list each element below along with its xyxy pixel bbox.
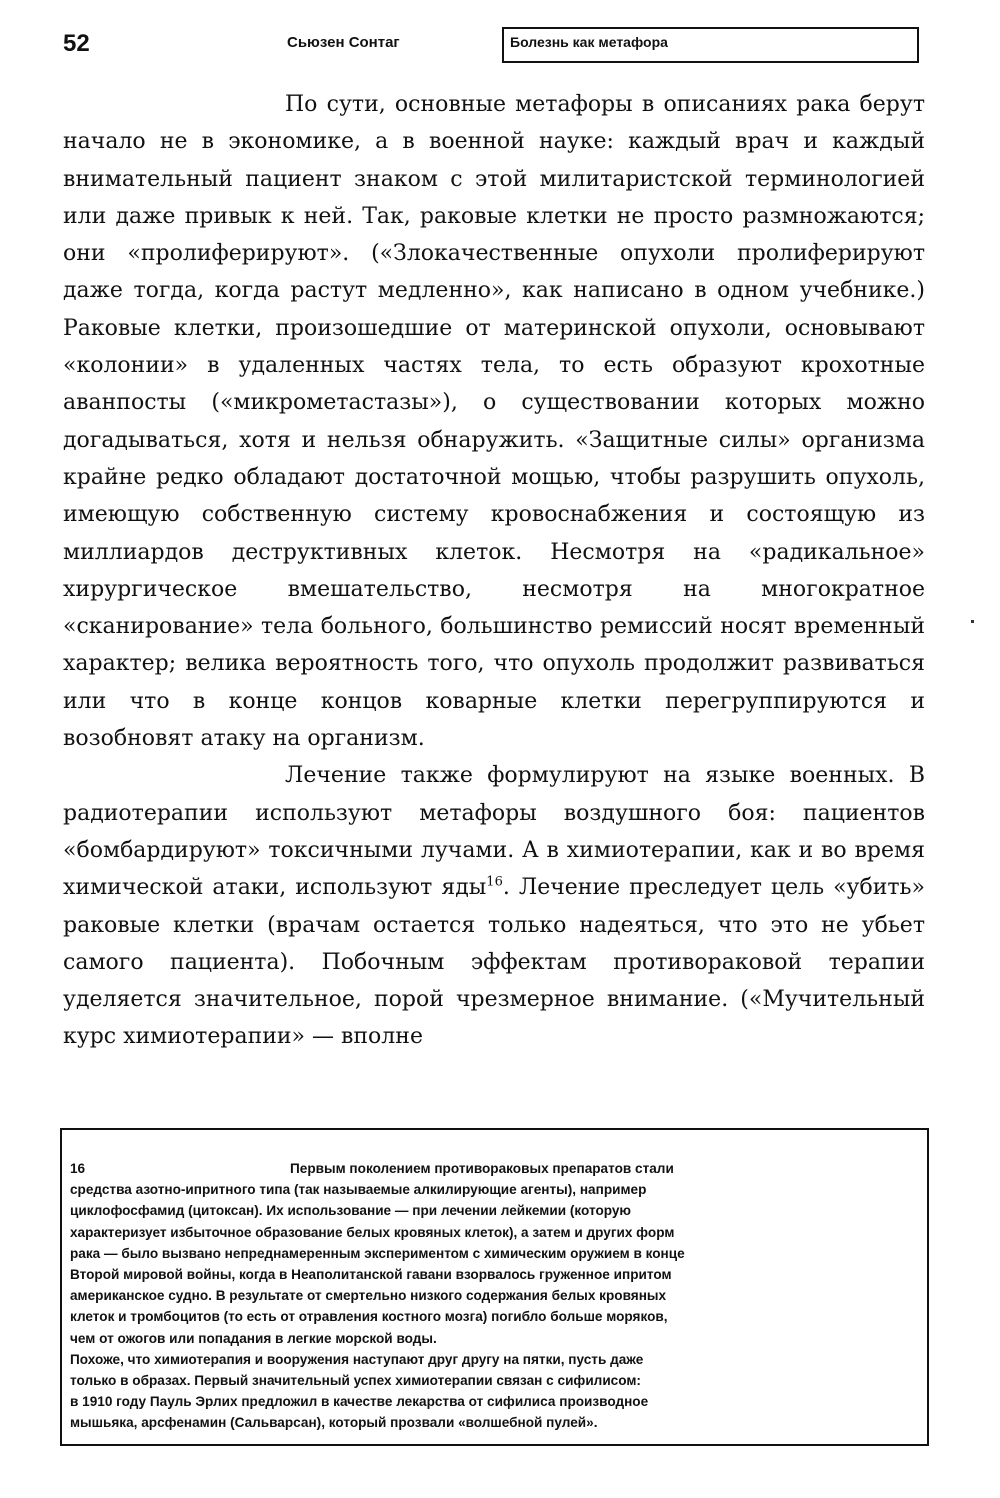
footnote-line: американское судно. В результате от смертельно низкого содержания белых кровяных (70, 1288, 667, 1304)
paragraph (63, 757, 925, 1055)
footnote-reference[interactable]: 16 (486, 874, 503, 890)
footnote-line: рака — было вызвано непреднамеренным экспериментом с химическим оружием в конце (70, 1245, 685, 1261)
footnote-first-line (70, 1158, 919, 1179)
running-head-title: Болезнь как метафора (510, 34, 668, 50)
footnote-line: в 1910 году Пауль Эрлих предложил в качестве лекарства от сифилиса производное (70, 1394, 649, 1410)
footnote-line: только в образах. Первый значительный успех химиотерапии связан с сифилисом: (70, 1373, 641, 1389)
footnote-box (60, 1128, 929, 1446)
page-header (0, 0, 1000, 80)
footnote-line: характеризует избыточное образование белых кровяных клеток), а затем и других форм (70, 1224, 675, 1240)
paragraph-text: . Лечение преследует цель «убить» раковые клетки (врачам остается только надеяться, что это не убьет самого пациента). Побочным эффектам противораковой терапии уделяется значительное, порой чрезмерное внимание. («Мучительный курс химиотерапии» — вполне (63, 875, 925, 1050)
footnote-line: средства азотно-ипритного типа (так называемые алкилирующие агенты), например (70, 1182, 647, 1198)
footnote-line: Второй мировой войны, когда в Неаполитанской гавани взорвалось груженное ипритом (70, 1267, 672, 1283)
footnote-line: чем от ожогов или попадания в легкие морской воды. (70, 1330, 437, 1346)
footnote-number: 16 (70, 1161, 86, 1176)
running-head-author: Сьюзен Сонтаг (287, 34, 400, 51)
footnote-line: мышьяка, арсфенамин (Сальварсан), который прозвали «волшебной пулей». (70, 1415, 598, 1431)
scan-speck (971, 620, 974, 623)
running-head-title-box (502, 27, 919, 63)
footnote-line: циклофосфамид (цитоксан). Их использование — при лечении лейкемии (которую (70, 1203, 632, 1219)
paragraph: По сути, основные метафоры в описаниях рака берут начало не в экономике, а в военной науке: каждый врач и каждый внимательный пациент знаком с этой милитаристской терминологией или даже привык к ней. Так, раковые клетки не просто размножаются; они «пролиферируют». («Злокачественные опухоли пролиферируют даже тогда, когда растут медленно», как написано в одном учебнике.) Раковые клетки, произошедшие от материнской опухоли, основывают «колонии» в удаленных частях тела, то есть образуют крохотные аванпосты («микрометастазы»), о существовании которых можно догадываться, хотя и нельзя обнаружить. «Защитные силы» организма крайне редко обладают достаточной мощью, чтобы разрушить опухоль, имеющую собственную систему кровоснабжения и состоящую из миллиардов деструктивных клеток. Несмотря на «радикальное» хирургическое вмешательство, несмотря на многократное «сканирование» тела больного, большинство ремиссий носят временный характер; велика вероятность того, что опухоль продолжит развиваться или что в конце концов коварные клетки перегруппируются и возобновят атаку на организм. (63, 92, 925, 752)
footnote-line: Первым поколением противораковых препаратов стали (290, 1161, 674, 1176)
footnote-line: Похоже, что химиотерапия и вооружения наступают друг другу на пятки, пусть даже (70, 1351, 644, 1367)
footnote-line: клеток и тромбоцитов (то есть от отравления костного мозга) погибло больше моряков, (70, 1309, 668, 1325)
body-text (63, 86, 925, 1056)
page-number: 52 (63, 30, 90, 57)
paragraph-text: Лечение также формулируют на языке военных. В радиотерапии используют метафоры воздушного боя: пациентов «бомбардируют» токсичными лучами. А в химиотерапии, как и во время химической атаки, используют яды (63, 763, 925, 901)
